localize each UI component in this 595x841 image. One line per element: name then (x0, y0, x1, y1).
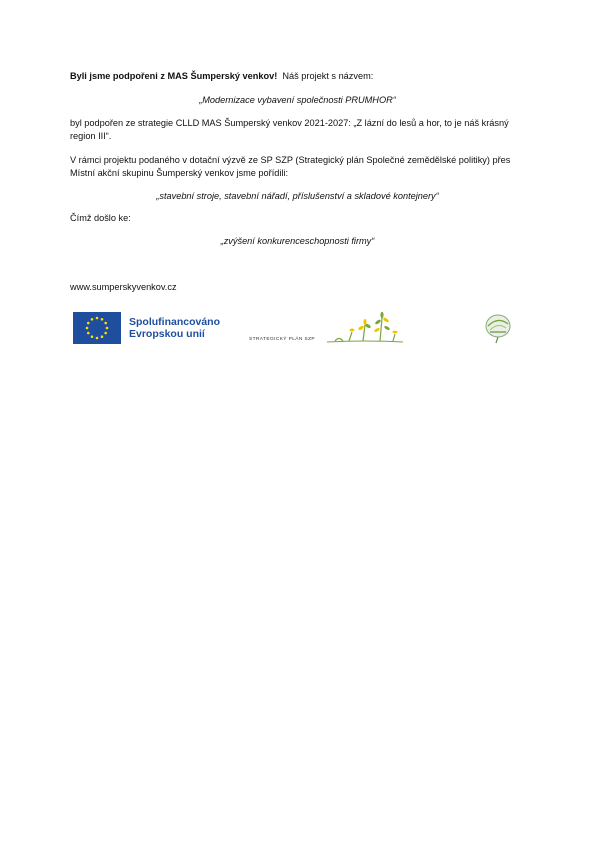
result-label: Čímž došlo ke: (70, 213, 131, 223)
szp-plants-icon (325, 310, 405, 346)
eu-flag-icon (73, 312, 121, 344)
intro-bold-text: Byli jsme podpořeni z MAS Šumperský venkov! (70, 71, 278, 81)
eu-cofinanced-logo (73, 312, 220, 344)
purchased-items: „stavební stroje, stavební nářadí, příslušenství a skladové kontejnery“ (156, 191, 439, 201)
website-link[interactable]: www.sumperskyvenkov.cz (70, 282, 177, 292)
szp-label: STRATEGICKÝ PLÁN SZP (249, 337, 316, 342)
intro-line (70, 70, 530, 83)
eu-text-line2: Evropskou unií (129, 328, 205, 340)
call-paragraph: V rámci projektu podaného v dotační výzvě ze SP SZP (Strategický plán Společné zemědělské politiky) přes Místní akční skupinu Šumperský venkov jsme pořídili: (70, 155, 511, 178)
logo-strip (0, 308, 595, 348)
eu-text-line1: Spolufinancováno (129, 316, 221, 328)
szp-logo (249, 308, 409, 348)
result-text: „zvýšení konkurenceschopnosti firmy“ (220, 236, 375, 246)
mas-leaf-logo-icon (484, 312, 512, 344)
project-title: „Modernizace vybavení společnosti PRUMHOR“ (199, 95, 396, 105)
eu-logo-text (129, 316, 220, 340)
intro-rest-text: Náš projekt s názvem: (282, 71, 374, 81)
strategy-paragraph: byl podpořen ze strategie CLLD MAS Šumperský venkov 2021-2027: „Z lázní do lesů a hor, to je náš krásný region III“. (70, 118, 509, 141)
